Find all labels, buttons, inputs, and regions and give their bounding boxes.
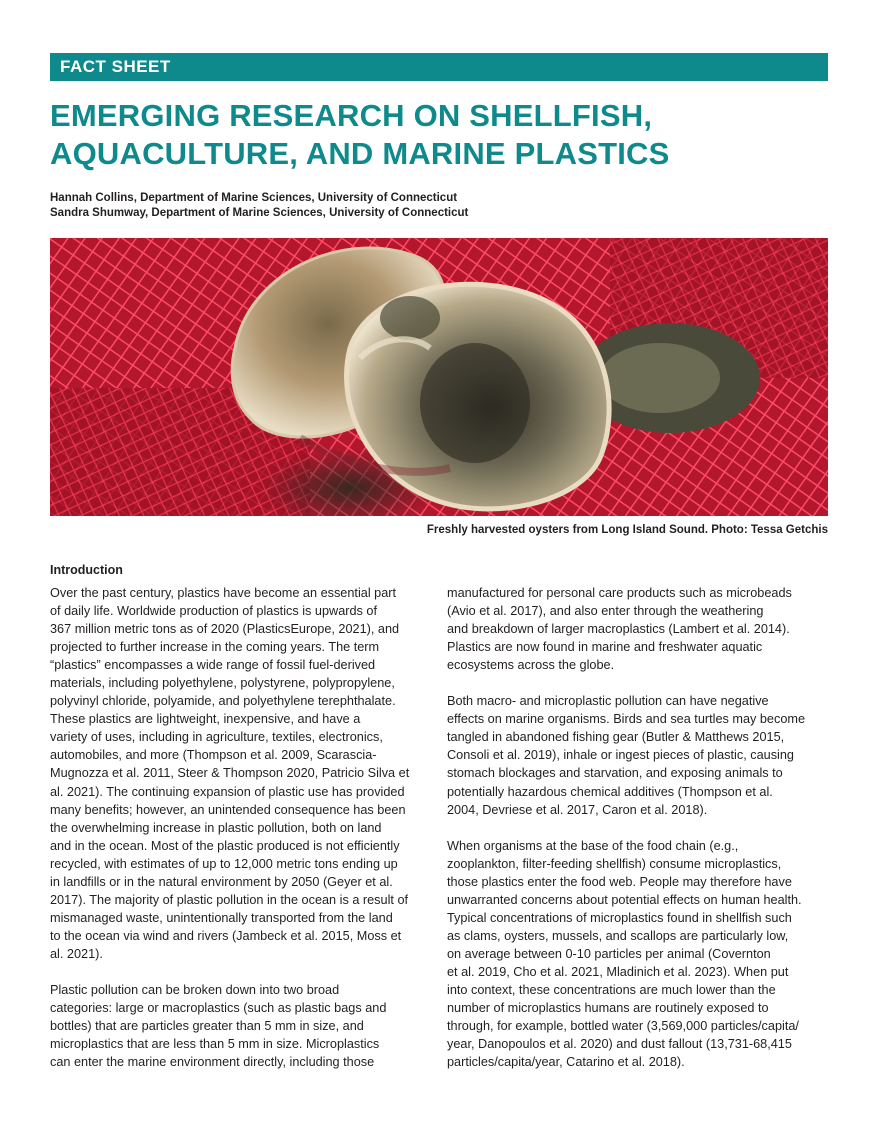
- text-line: polyvinyl chloride, polyamide, and polyethylene terephthalate.: [50, 694, 396, 709]
- text-line: can enter the marine environment directly, including those: [50, 1055, 375, 1070]
- left-column: [50, 584, 438, 1089]
- text-line: to the ocean via wind and rivers (Jambeck et al. 2015, Moss et: [50, 928, 402, 943]
- text-line: 2004, Devriese et al. 2017, Caron et al. 2018).: [447, 802, 708, 817]
- text-line: projected to further increase in the coming years. The term: [50, 640, 380, 655]
- section-heading-introduction: Introduction: [50, 563, 123, 577]
- oyster-photo: [50, 238, 828, 516]
- text-line: as clams, oysters, mussels, and scallops are particularly low,: [447, 928, 789, 943]
- text-line: those plastics enter the food web. People may therefore have: [447, 874, 792, 889]
- text-line: unwarranted concerns about potential effects on human health.: [447, 892, 802, 907]
- photo-caption: Freshly harvested oysters from Long Island Sound. Photo: Tessa Getchis: [426, 524, 828, 536]
- page-title: [50, 97, 830, 173]
- text-line: in landfills or in the natural environment by 2050 (Geyer et al.: [50, 874, 393, 889]
- paragraph: [447, 584, 833, 674]
- text-line: zooplankton, filter-feeding shellfish) consume microplastics,: [447, 856, 782, 871]
- text-line: “plastics” encompasses a wide range of fossil fuel-derived: [50, 658, 376, 673]
- right-column: [447, 584, 833, 1089]
- text-line: many benefits; however, an unintended consequence has been: [50, 802, 406, 817]
- author-line: Hannah Collins, Department of Marine Sciences, University of Connecticut: [50, 192, 458, 204]
- text-line: bottles) that are particles greater than 5 mm in size, and: [50, 1019, 364, 1034]
- text-line: stomach blockages and starvation, and exposing animals to: [447, 766, 783, 781]
- text-line: number of microplastics humans are routinely exposed to: [447, 1001, 769, 1016]
- text-line: Plastics are now found in marine and freshwater aquatic: [447, 640, 763, 655]
- paragraph: [447, 692, 833, 818]
- text-line: effects on marine organisms. Birds and sea turtles may become: [447, 712, 806, 727]
- text-line: mismanaged waste, unintentionally transported from the land: [50, 910, 393, 925]
- text-line: 367 million metric tons as of 2020 (PlasticsEurope, 2021), and: [50, 622, 400, 637]
- text-line: et al. 2019, Cho et al. 2021, Mladinich et al. 2023). When put: [447, 964, 789, 979]
- text-line: through, for example, bottled water (3,569,000 particles/capita/: [447, 1019, 799, 1034]
- title-line: AQUACULTURE, AND MARINE PLASTICS: [50, 136, 670, 171]
- paragraph: [50, 584, 438, 963]
- text-line: automobiles, and more (Thompson et al. 2009, Scarascia-: [50, 748, 377, 763]
- text-line: microplastics that are less than 5 mm in size. Microplastics: [50, 1037, 380, 1052]
- title-line: EMERGING RESEARCH ON SHELLFISH,: [50, 98, 653, 133]
- text-line: Mugnozza et al. 2011, Steer & Thompson 2020, Patricio Silva et: [50, 766, 410, 781]
- fact-sheet-banner: FACT SHEET: [50, 53, 828, 81]
- text-line: When organisms at the base of the food chain (e.g.,: [447, 838, 739, 853]
- text-line: and in the ocean. Most of the plastic produced is not efficiently: [50, 838, 400, 853]
- text-line: Plastic pollution can be broken down into two broad: [50, 983, 340, 998]
- text-line: These plastics are lightweight, inexpensive, and have a: [50, 712, 361, 727]
- paragraph: [447, 837, 833, 1072]
- text-line: manufactured for personal care products such as microbeads: [447, 586, 792, 600]
- text-line: categories: large or macroplastics (such as plastic bags and: [50, 1001, 387, 1016]
- text-line: tangled in abandoned fishing gear (Butler & Matthews 2015,: [447, 730, 785, 745]
- text-line: materials, including polyethylene, polystyrene, polypropylene,: [50, 676, 395, 691]
- text-line: and breakdown of larger macroplastics (Lambert et al. 2014).: [447, 622, 790, 637]
- text-line: the overwhelming increase in plastic pollution, both on land: [50, 820, 382, 835]
- author-list: [50, 191, 830, 221]
- text-line: al. 2021). The continuing expansion of plastic use has provided: [50, 784, 405, 799]
- text-line: ecosystems across the globe.: [447, 658, 615, 673]
- oyster-photo-illustration: [50, 238, 828, 516]
- text-line: (Avio et al. 2017), and also enter through the weathering: [447, 604, 764, 619]
- text-line: recycled, with estimates of up to 12,000 metric tons ending up: [50, 856, 398, 871]
- text-line: Consoli et al. 2019), inhale or ingest pieces of plastic, causing: [447, 748, 794, 763]
- text-line: Typical concentrations of microplastics found in shellfish such: [447, 910, 792, 925]
- text-line: Both macro- and microplastic pollution can have negative: [447, 694, 769, 709]
- text-line: into context, these concentrations are much lower than the: [447, 983, 776, 998]
- author-line: Sandra Shumway, Department of Marine Sciences, University of Connecticut: [50, 207, 469, 219]
- text-line: particles/capita/year, Catarino et al. 2018).: [447, 1055, 685, 1070]
- text-line: on average between 0-10 particles per animal (Covernton: [447, 946, 771, 961]
- paragraph: [50, 981, 438, 1071]
- text-line: year, Danopoulos et al. 2020) and dust fallout (13,731-68,415: [447, 1037, 792, 1052]
- text-line: variety of uses, including in agriculture, textiles, electronics,: [50, 730, 383, 745]
- text-line: Over the past century, plastics have become an essential part: [50, 586, 397, 600]
- text-line: of daily life. Worldwide production of plastics is upwards of: [50, 604, 377, 619]
- text-line: potentially hazardous chemical additives (Thompson et al.: [447, 784, 773, 799]
- text-line: al. 2021).: [50, 946, 103, 961]
- text-line: 2017). The majority of plastic pollution in the ocean is a result of: [50, 892, 409, 907]
